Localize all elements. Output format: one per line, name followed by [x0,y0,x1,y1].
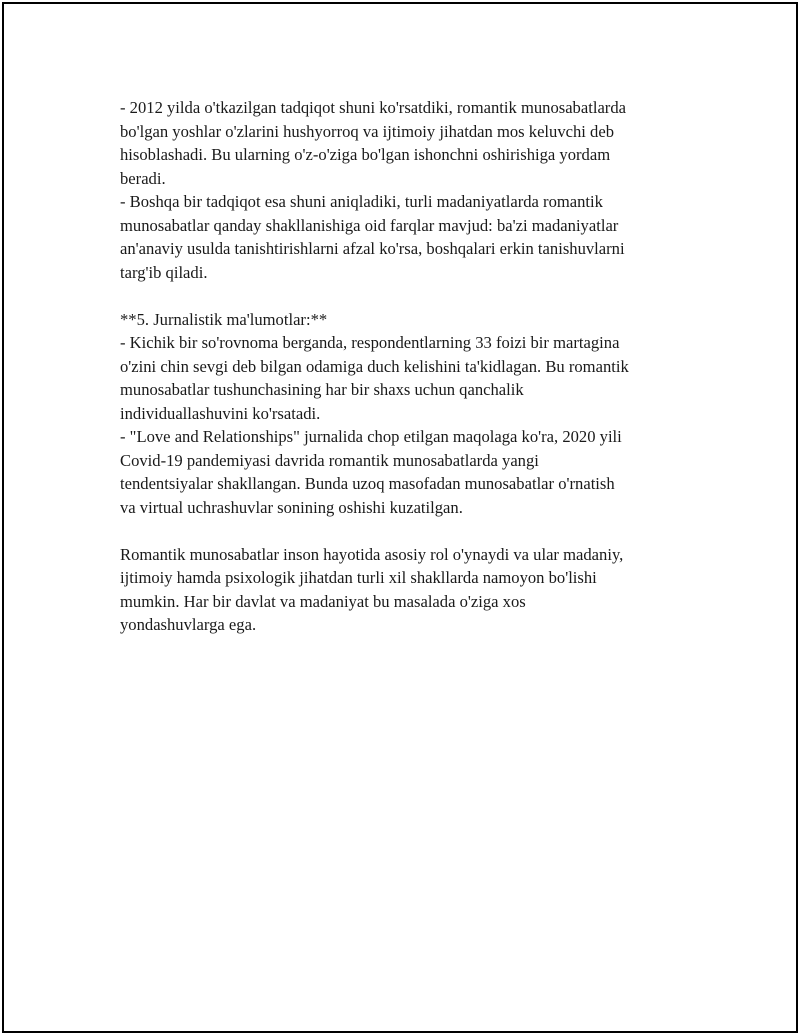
document-body [120,96,690,637]
paragraph-conclusion [120,543,690,637]
text-line: mumkin. Har bir davlat va madaniyat bu masalada o'ziga xos [120,591,526,611]
text-line: an'anaviy usulda tanishtirishlarni afzal ko'rsa, boshqalari erkin tanishuvlarni [120,239,625,258]
text-line: tendentsiyalar shakllangan. Bunda uzoq masofadan munosabatlar o'rnatish [120,474,615,493]
text-line: individuallashuvini ko'rsatadi. [120,403,321,423]
text-line: o'zini chin sevgi deb bilgan odamiga duch kelishini ta'kidlagan. Bu romantik [120,356,629,376]
text-line: - Boshqa bir tadqiqot esa shuni aniqladiki, turli madaniyatlarda romantik [120,192,603,211]
page-frame [2,2,798,1033]
paragraph-journalistic-data [120,308,690,520]
text-line: bo'lgan yoshlar o'zlarini hushyorroq va ijtimoiy jihatdan mos keluvchi deb [120,121,615,141]
text-line: munosabatlar tushunchasining har bir shaxs uchun qanchalik [120,380,524,399]
text-line: beradi. [120,168,166,188]
text-line: va virtual uchrashuvlar sonining oshishi kuzatilgan. [120,497,463,517]
text-line: hisoblashadi. Bu ularning o'z-o'ziga bo'lgan ishonchni oshirishiga yordam [120,145,611,164]
text-line: - 2012 yilda o'tkazilgan tadqiqot shuni ko'rsatdiki, romantik munosabatlarda [120,98,626,117]
text-line: - "Love and Relationships" jurnalida chop etilgan maqolaga ko'ra, 2020 yili [120,427,622,446]
paragraph-spacer [120,284,690,308]
paragraph-spacer [120,519,690,543]
section-heading: **5. Jurnalistik ma'lumotlar:** [120,309,328,329]
text-line: - Kichik bir so'rovnoma berganda, respondentlarning 33 foizi bir martagina [120,333,620,352]
text-line: Covid-19 pandemiyasi davrida romantik munosabatlarda yangi [120,450,539,470]
text-line: targ'ib qiladi. [120,262,208,282]
paragraph-research-findings [120,96,690,284]
text-line: munosabatlar qanday shakllanishiga oid farqlar mavjud: ba'zi madaniyatlar [120,215,619,235]
text-line: ijtimoiy hamda psixologik jihatdan turli xil shakllarda namoyon bo'lishi [120,568,597,587]
text-line: Romantik munosabatlar inson hayotida asosiy rol o'ynaydi va ular madaniy, [120,544,624,564]
text-line: yondashuvlarga ega. [120,615,257,634]
